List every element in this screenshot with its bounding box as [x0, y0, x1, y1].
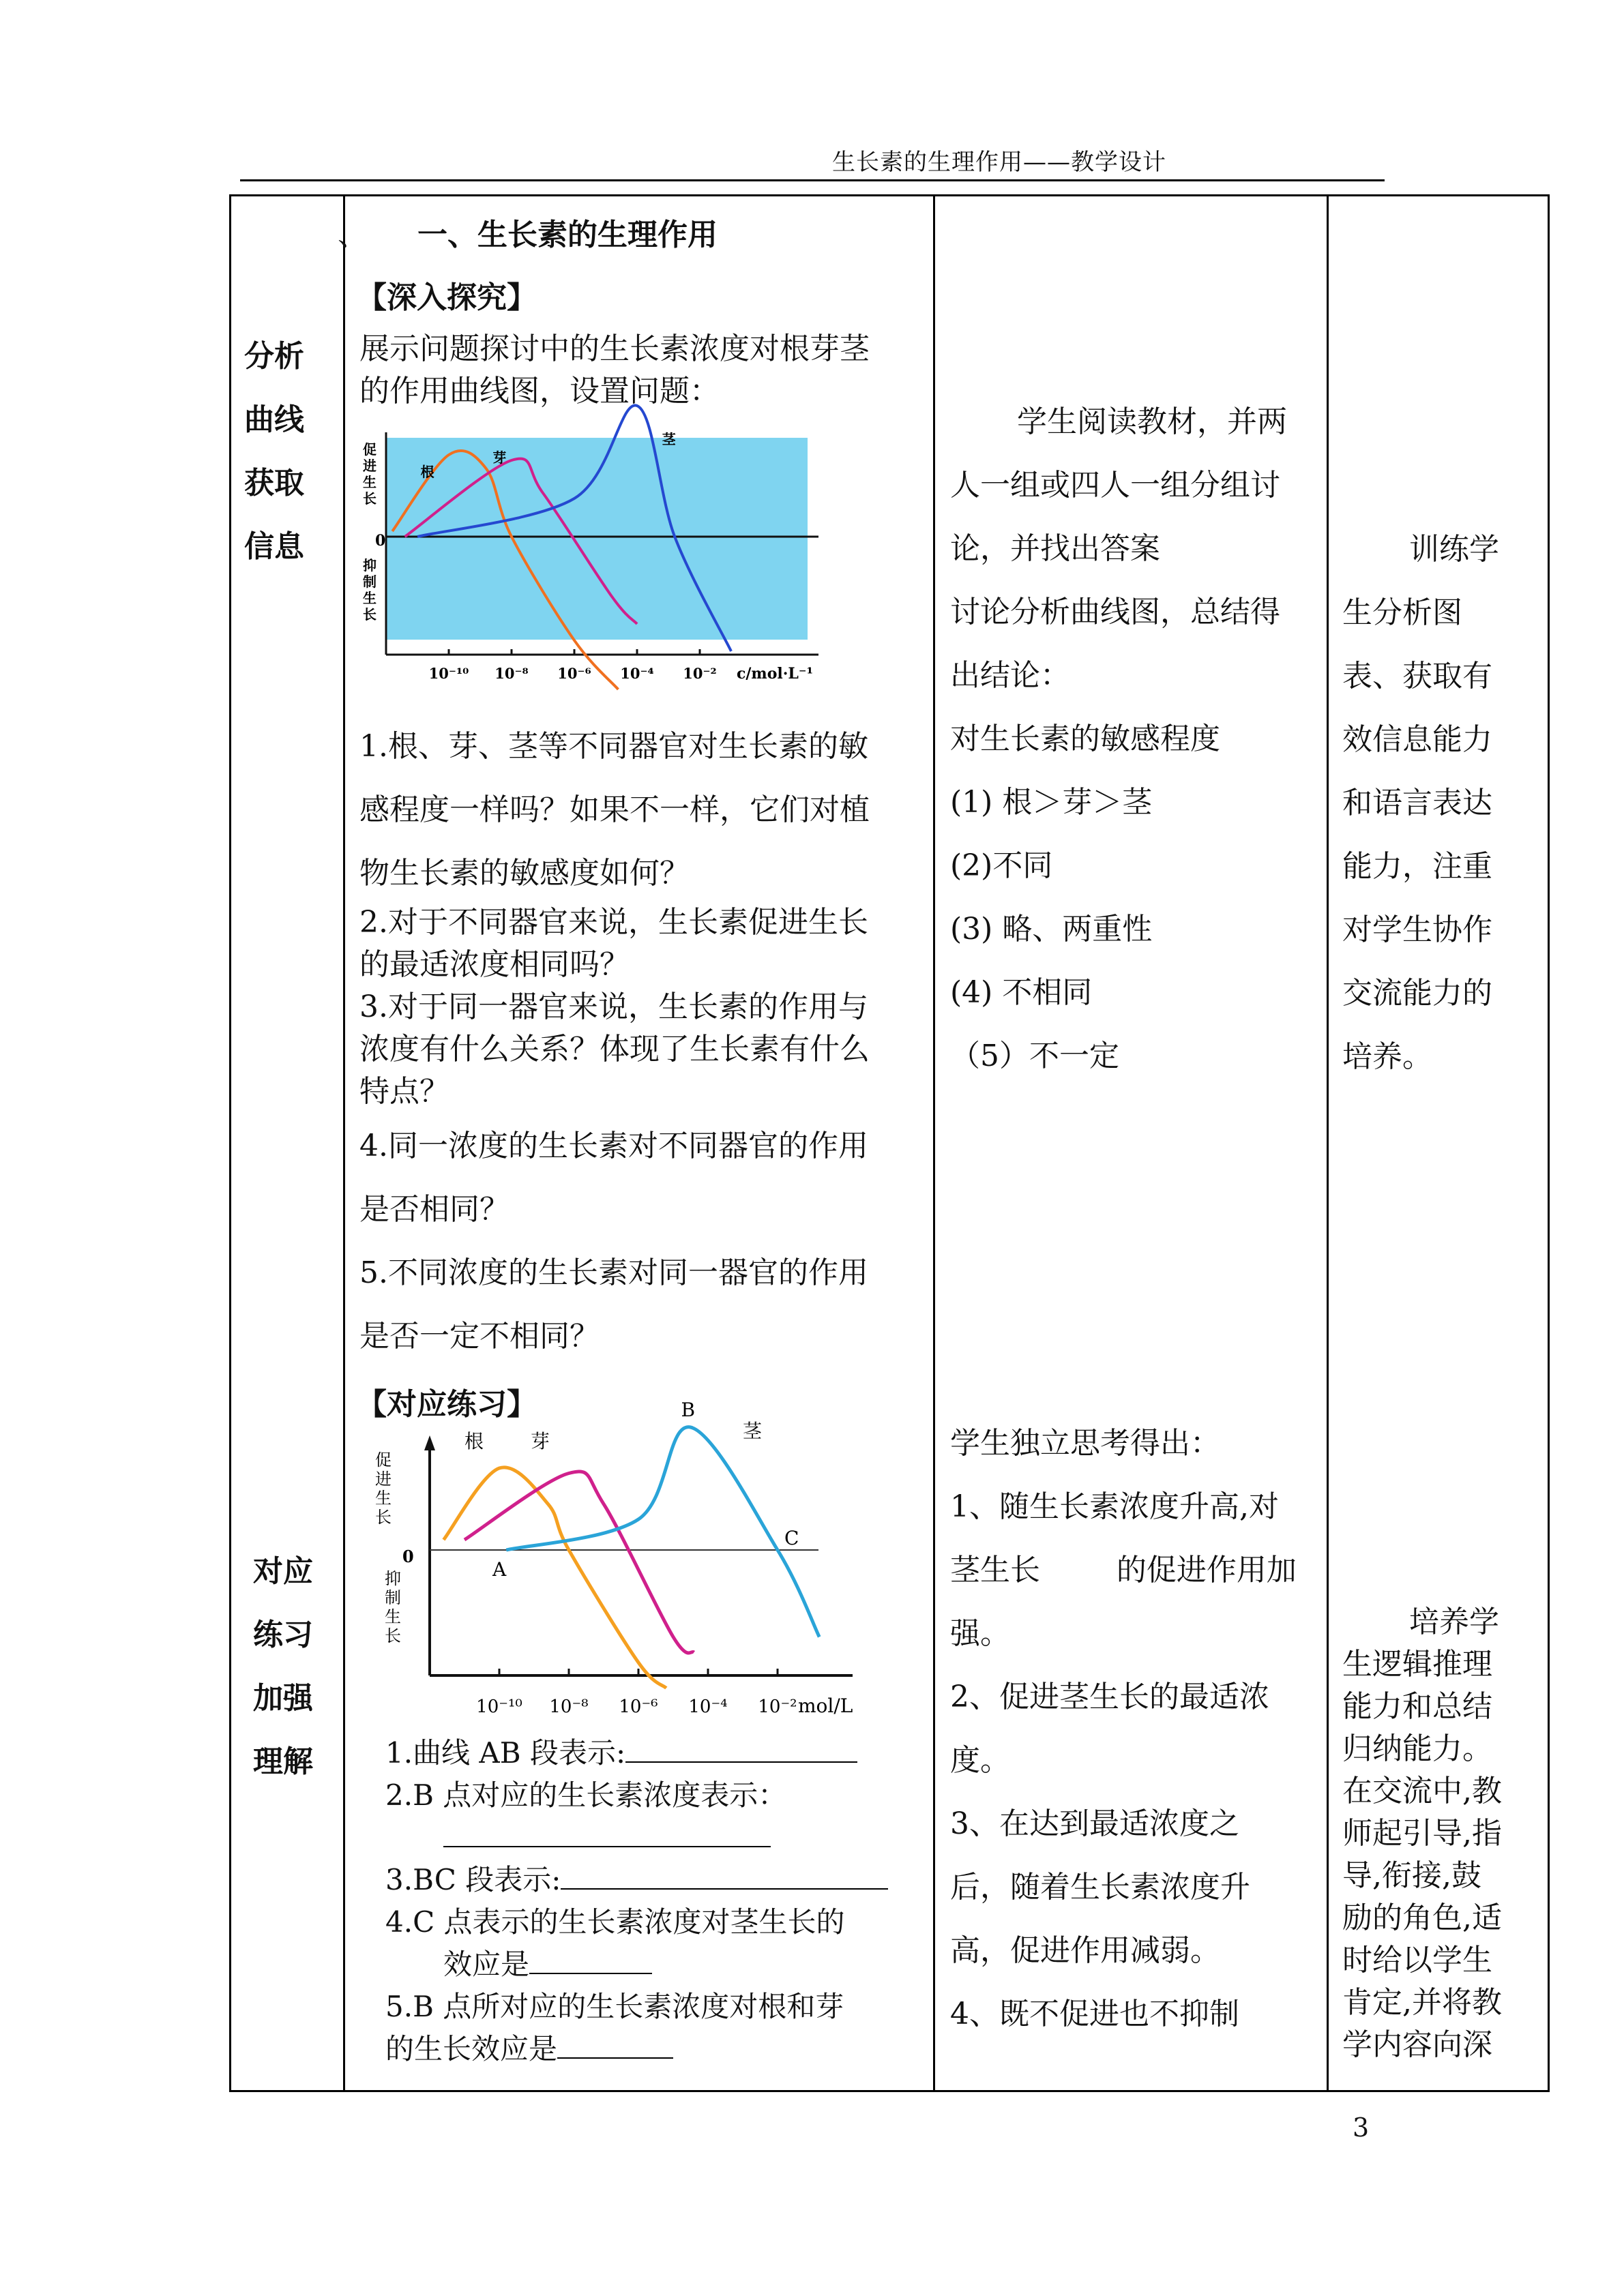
series-label: 茎	[743, 1420, 763, 1442]
axis-label-char: 进	[375, 1470, 392, 1489]
header-title: 生长素的生理作用——教学设计	[832, 149, 1166, 176]
axis-label-char: 生	[385, 1607, 401, 1626]
exercise-2: 2.B 点对应的生长素浓度表示：	[385, 1774, 786, 1859]
student-answers-2: 学生独立思考得出： 1、随生长素浓度升高,对 茎生长 的促进作用加 强。 2、促进茎生长的最适浓 度。 3、在达到最适浓度之 后，随着生长素浓度升 高，促进作用减弱。 4、既不促进也不抑制	[950, 1426, 1297, 2031]
series-label: 芽	[530, 1430, 550, 1452]
chart-background	[386, 438, 808, 640]
table-top-border	[229, 194, 1550, 196]
series-line	[506, 1427, 819, 1637]
answer-blank[interactable]	[529, 1947, 652, 1974]
axis-label-char: 促	[363, 441, 377, 458]
table-col-divider	[229, 194, 231, 2091]
point-label-a: A	[492, 1558, 507, 1581]
axis-label-char: 抑	[385, 1569, 401, 1588]
series-label: 根	[420, 464, 434, 480]
x-tick-label: 10⁻⁶	[619, 1697, 658, 1717]
design-intent-1: 训练学 生分析图 表、获取有 效信息能力 和语言表达 能力，注重 对学生协作 交流能力的 培养。	[1342, 532, 1499, 1074]
question-3: 3.对于同一器官来说，生长素的作用与 浓度有什么关系？体现了生长素有什么 特点？	[359, 989, 870, 1109]
subheading-explore: 【深入探究】	[357, 280, 537, 315]
x-tick-label: 10⁻⁶	[557, 665, 591, 682]
subheading-practice: 【对应练习】	[357, 1387, 537, 1422]
table-col-divider	[343, 194, 345, 2091]
series-label: 茎	[662, 431, 676, 447]
x-tick-label: 10⁻⁸	[494, 665, 529, 682]
design-intent-2: 培养学 生逻辑推理 能力和总结 归纳能力。 在交流中,教 师起引导,指 导,衔接,鼓 励的角色,适 时给以学生 肯定,并将教 学内容向深	[1342, 1605, 1502, 2062]
header-rule	[240, 179, 1385, 181]
table-col-divider	[1548, 194, 1550, 2091]
stage-label-practice: 对应 练习 加强 理解	[253, 1554, 313, 1779]
x-tick-label: 10⁻⁴	[620, 665, 654, 682]
axis-label-char: 生	[363, 474, 377, 490]
axis-label-char: 促	[375, 1450, 392, 1470]
x-tick-label: 10⁻⁸	[549, 1697, 589, 1717]
y-label-inhibit	[363, 557, 377, 623]
axis-label-char: 生	[375, 1489, 392, 1508]
x-axis-label: mol/L	[798, 1695, 853, 1717]
question-5: 5.不同浓度的生长素对同一器官的作用 是否一定不相同？	[359, 1255, 868, 1354]
axis-label-char: 长	[363, 606, 377, 623]
axis-label-char: 长	[375, 1508, 392, 1527]
x-tick-label: 10⁻¹⁰	[476, 1697, 522, 1717]
stage-label-analysis: 分析 曲线 获取 信息	[244, 339, 304, 564]
series-label: 根	[464, 1430, 484, 1452]
axis-label-char: 制	[363, 573, 377, 590]
answer-blank[interactable]	[625, 1735, 857, 1763]
question-1: 1.根、芽、茎等不同器官对生长素的敏 感程度一样吗？如果不一样，它们对植 物生长素的敏感度如何？	[359, 729, 870, 891]
x-tick-label: 10⁻²	[758, 1697, 797, 1717]
exercise-1: 1.曲线 AB 段表示:	[385, 1732, 857, 1774]
y-label-promote	[375, 1450, 392, 1527]
auxin-curve-chart-1	[355, 423, 846, 696]
question-2: 2.对于不同器官来说，生长素促进生长 的最适浓度相同吗？	[359, 905, 868, 982]
axis-label-char: 进	[363, 458, 377, 474]
question-4: 4.同一浓度的生长素对不同器官的作用 是否相同？	[359, 1129, 868, 1227]
zero-label: 0	[375, 532, 386, 550]
axis-label-char: 生	[363, 590, 377, 606]
x-axis-label: c/mol·L⁻¹	[737, 665, 814, 683]
axis-label-char: 抑	[363, 557, 377, 573]
exercise-5: 5.B 点所对应的生长素浓度对根和芽 的生长效应是	[385, 1990, 844, 2066]
answer-blank[interactable]	[561, 1862, 888, 1890]
y-label-promote	[363, 441, 377, 507]
series-label: 芽	[492, 449, 507, 466]
table-bottom-border	[229, 2090, 1550, 2092]
exercise-3: 3.BC 段表示:	[385, 1859, 888, 1901]
axis-label-char: 长	[363, 490, 377, 507]
series-line	[443, 1467, 666, 1688]
axis-label-char: 长	[385, 1626, 401, 1645]
intro-text: 展示问题探讨中的生长素浓度对根芽茎 的作用曲线图，设置问题：	[359, 331, 870, 408]
point-label-c: C	[784, 1527, 799, 1549]
table-col-divider	[933, 194, 935, 2091]
x-tick-label: 10⁻¹⁰	[428, 665, 469, 682]
axis-label-char: 制	[385, 1588, 401, 1607]
page-number: 3	[1353, 2113, 1370, 2143]
answer-blank[interactable]	[557, 2031, 673, 2059]
x-tick-label: 10⁻⁴	[688, 1697, 728, 1717]
x-tick-label: 10⁻²	[683, 665, 717, 682]
stray-mark: 、	[338, 218, 368, 252]
y-label-inhibit	[385, 1569, 401, 1645]
point-label-b: B	[681, 1399, 696, 1421]
y-axis-arrow	[424, 1435, 435, 1450]
zero-label: 0	[402, 1547, 414, 1566]
exercise-4: 4.C 点表示的生长素浓度对茎生长的 效应是	[385, 1905, 845, 1981]
answer-blank[interactable]	[443, 1820, 771, 1847]
student-activity-1: 学生阅读教材，并两 人一组或四人一组分组讨 论，并找出答案 讨论分析曲线图，总结得 出结论： 对生长素的敏感程度 (1) 根＞芽＞茎 (2)不同 (3) 略、两重性 (4) 不相同 （5）不一定	[950, 404, 1287, 1073]
section-heading: 一、生长素的生理作用	[417, 218, 718, 252]
